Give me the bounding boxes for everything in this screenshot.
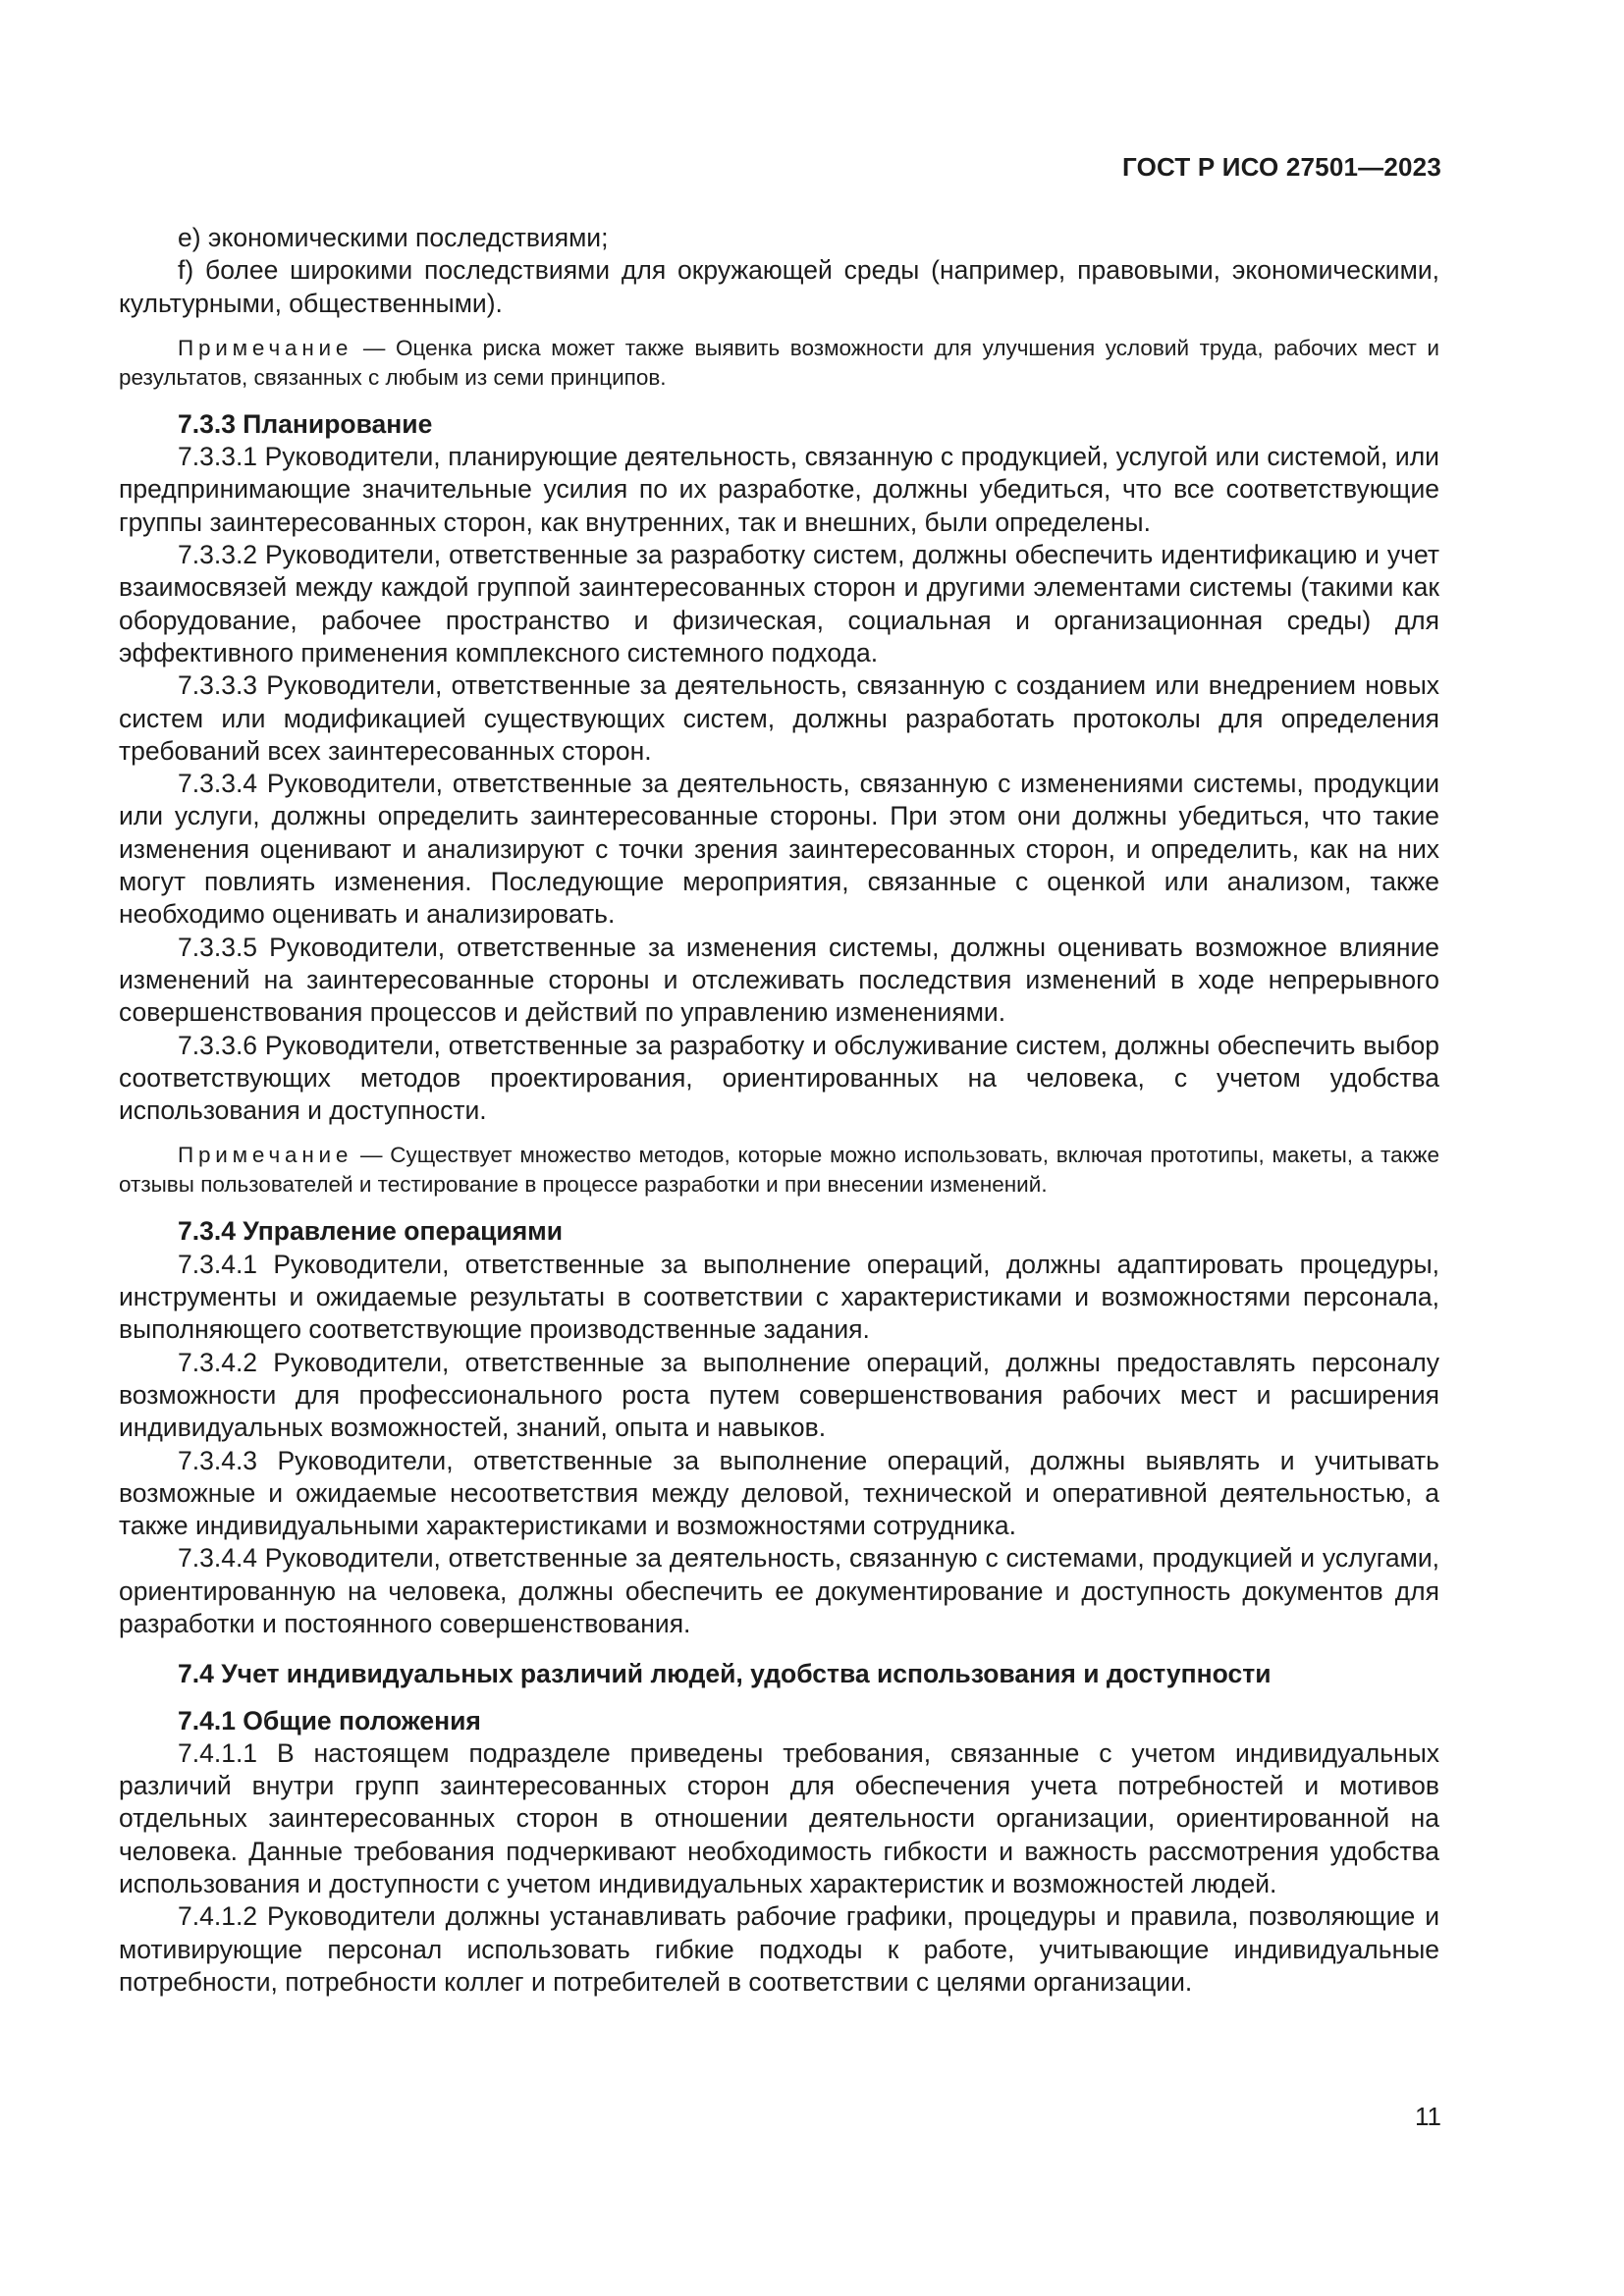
paragraph-7-3-4-1: 7.3.4.1 Руководители, ответственные за выполнение операций, должны адаптировать процедуры, инструменты и ожидаемые результаты в соответствии с характеристиками и возможностями персонала, выполняющего соответствующие производственные задания. [119, 1249, 1439, 1345]
paragraph-7-3-3-1: 7.3.3.1 Руководители, планирующие деятельность, связанную с продукцией, услугой или системой, или предпринимающие значительные усилия по их разработке, должны убедиться, что все соответствующие группы заинтересованных сторон, как внутренних, так и внешних, были определены. [119, 442, 1439, 537]
paragraph-f: f) более широкими последствиями для окружающей среды (например, правовыми, экономическими, культурными, общественными). [119, 255, 1439, 318]
paragraph-7-3-3-6: 7.3.3.6 Руководители, ответственные за разработку и обслуживание систем, должны обеспечить выбор соответствующих методов проектирования, ориентированных на человека, с учетом удобства использования и доступности. [119, 1030, 1439, 1126]
heading-7-3-4: 7.3.4 Управление операциями [178, 1216, 564, 1247]
page-number: 11 [1415, 2102, 1441, 2131]
note-text: — Существует множество методов, которые можно использовать, включая прототипы, макеты, а также отзывы пользователей и тестирование в процессе разработки и при внесении изменений. [119, 1143, 1439, 1198]
note-label: Примечание [178, 335, 353, 360]
paragraph-7-4-1-2: 7.4.1.2 Руководители должны устанавливать рабочие графики, процедуры и правила, позволяющие и мотивирующие персонал использовать гибкие подходы к работе, учитывающие индивидуальные потребности, потребности коллег и потребителей в соответствии с целями организации. [119, 1901, 1439, 1997]
paragraph-7-3-3-5: 7.3.3.5 Руководители, ответственные за изменения системы, должны оценивать возможное влияние изменений на заинтересованные стороны и отслеживать последствия изменений в ходе непрерывного совершенствования процессов и действий по управлению изменениями. [119, 932, 1439, 1028]
note-text: — Оценка риска может также выявить возможности для улучшения условий труда, рабочих мест и результатов, связанных с любым из семи принципов. [119, 335, 1439, 390]
paragraph-7-3-3-4: 7.3.3.4 Руководители, ответственные за деятельность, связанную с изменениями системы, продукции или услуги, должны определить заинтересованные стороны. При этом они должны убедиться, что такие изменения оценивают и анализируют с точки зрения заинтересованных сторон, и определить, как на них могут повлиять изменения. Последующие мероприятия, связанные с оценкой или анализом, также необходимо оценивать и анализировать. [119, 769, 1439, 930]
paragraph-7-3-4-4: 7.3.4.4 Руководители, ответственные за деятельность, связанную с системами, продукцией и услугами, ориентированную на человека, должны обеспечить ее документирование и доступность документов для разработки и постоянного совершенствования. [119, 1543, 1439, 1638]
document-body [119, 222, 1439, 1999]
paragraph-7-3-4-3: 7.3.4.3 Руководители, ответственные за выполнение операций, должны выявлять и учитывать возможные и ожидаемые несоответствия между деловой, технической и оперативной деятельностью, а также индивидуальными характеристиками и возможностями сотрудника. [119, 1445, 1439, 1541]
paragraph-e: е) экономическими последствиями; [178, 223, 609, 252]
paragraph-7-3-3-3: 7.3.3.3 Руководители, ответственные за деятельность, связанную с созданием или внедрением новых систем или модификацией существующих систем, должны разработать протоколы для определения требований всех заинтересованных сторон. [119, 670, 1439, 766]
note-1 [119, 334, 1439, 393]
document-header: ГОСТ Р ИСО 27501—2023 [1121, 152, 1441, 182]
paragraph-7-3-3-2: 7.3.3.2 Руководители, ответственные за разработку систем, должны обеспечить идентификацию и учет взаимосвязей между каждой группой заинтересованных сторон и другими элементами системы (такими как оборудование, рабочее пространство и физическая, социальная и организационная среды) для эффективного применения комплексного системного подхода. [119, 540, 1439, 667]
paragraph-7-4-1-1: 7.4.1.1 В настоящем подразделе приведены требования, связанные с учетом индивидуальных различий внутри групп заинтересованных сторон для обеспечения учета потребностей и мотивов отдельных заинтересованных сторон в отношении деятельности организации, ориентированной на человека. Данные требования подчеркивают необходимость гибкости и важность рассмотрения удобства использования и доступности с учетом индивидуальных характеристик и возможностей людей. [119, 1737, 1439, 1899]
paragraph-7-3-4-2: 7.3.4.2 Руководители, ответственные за выполнение операций, должны предоставлять персоналу возможности для профессионального роста путем совершенствования рабочих мест и расширения индивидуальных возможностей, знаний, опыта и навыков. [119, 1347, 1439, 1443]
heading-7-4: 7.4 Учет индивидуальных различий людей, удобства использования и доступности [178, 1659, 1272, 1689]
note-label: Примечание [178, 1143, 353, 1168]
heading-7-4-1: 7.4.1 Общие положения [178, 1705, 481, 1735]
note-2 [119, 1141, 1439, 1200]
heading-7-3-3: 7.3.3 Планирование [178, 408, 433, 439]
